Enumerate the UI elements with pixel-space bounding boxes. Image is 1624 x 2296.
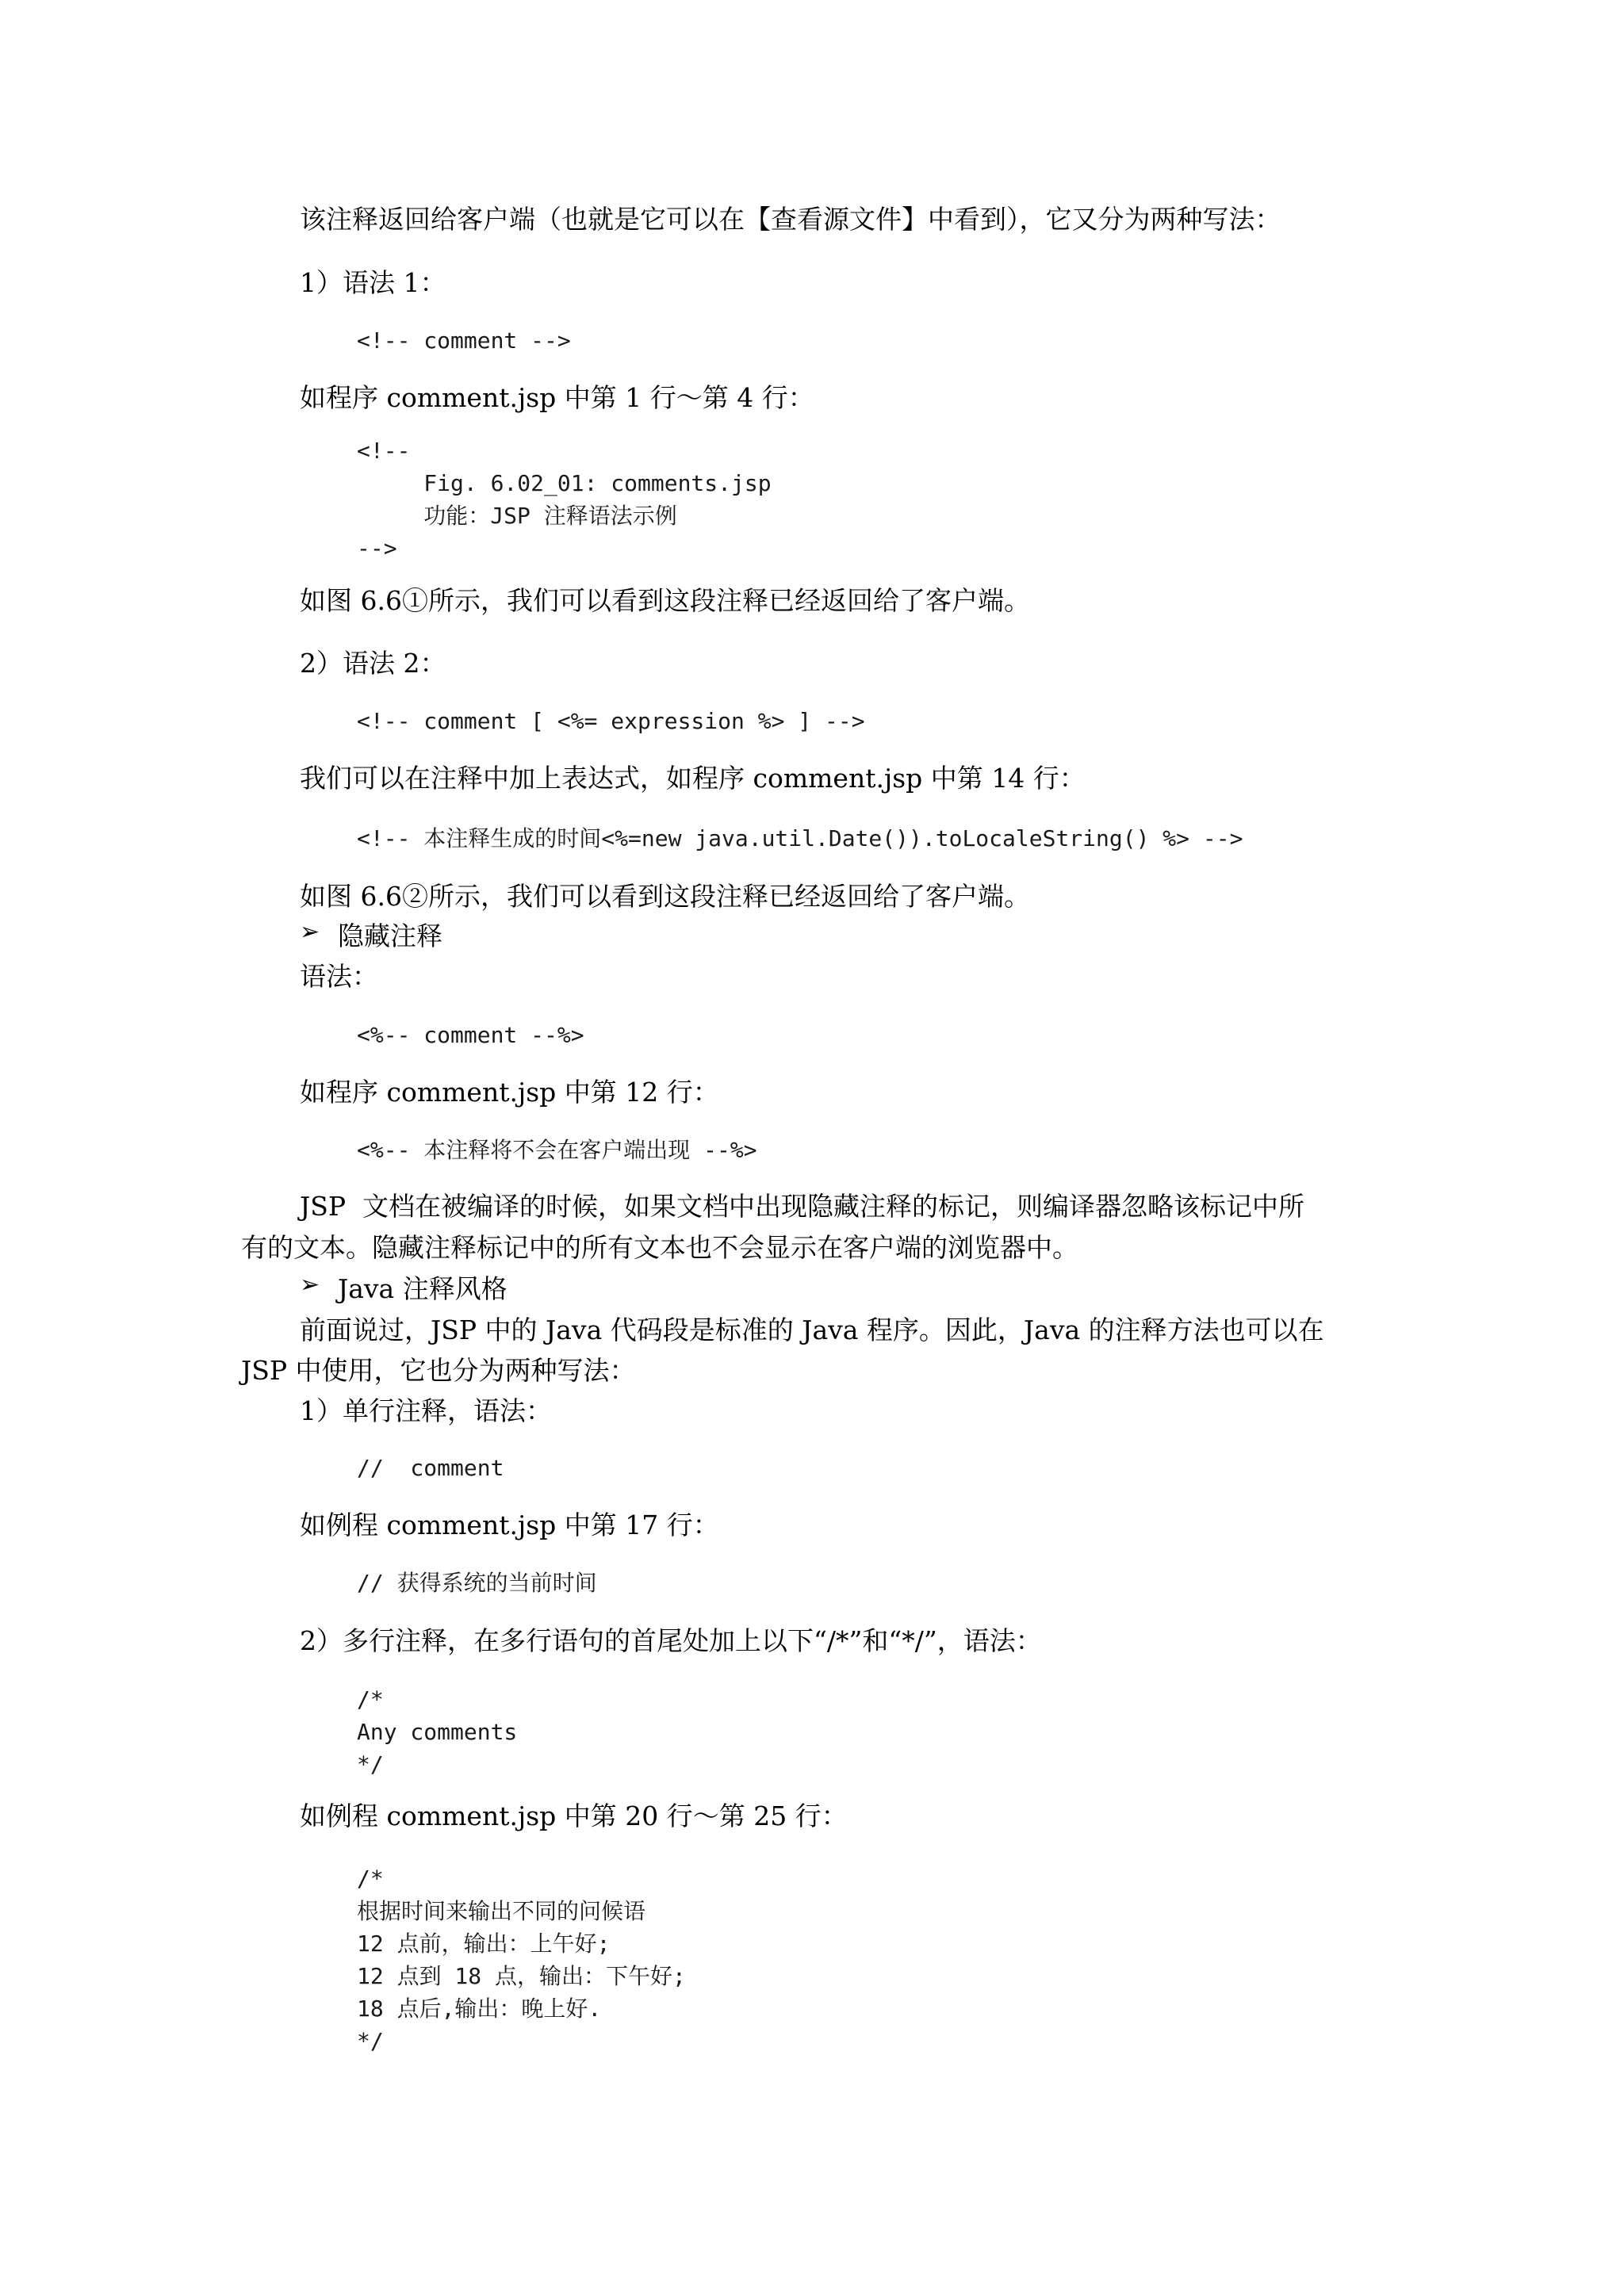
ref-lines-20-25: 如例程 comment.jsp 中第 20 行～第 25 行： bbox=[300, 1800, 848, 1831]
paragraph-jsp-line2: 有的文本。隐藏注释标记中的所有文本也不会显示在客户端的浏览器中。 bbox=[241, 1232, 1078, 1263]
fig-note-1: 如图 6.6①所示，我们可以看到这段注释已经返回给了客户端。 bbox=[300, 585, 1030, 616]
syntax2-label: 2）语法 2： bbox=[300, 648, 446, 679]
ref-line-12: 如程序 comment.jsp 中第 12 行： bbox=[300, 1077, 719, 1108]
code-block1-line: 功能：JSP 注释语法示例 bbox=[357, 503, 677, 529]
code-block1-line: --> bbox=[357, 535, 397, 561]
code-block2-line: /* bbox=[357, 1866, 384, 1892]
syntax2-code: <!-- comment [ <%= expression %> ] --> bbox=[357, 708, 865, 734]
bullet-hidden-comment: 隐藏注释 bbox=[338, 920, 442, 951]
syntax-label: 语法： bbox=[300, 961, 378, 992]
syntax1-code: <!-- comment --> bbox=[357, 327, 571, 354]
multi-code-line: Any comments bbox=[357, 1719, 518, 1745]
single-line-label: 1）单行注释，语法： bbox=[300, 1395, 552, 1426]
code-block2-line: 12 点到 18 点，输出：下午好; bbox=[357, 1963, 686, 1989]
intro-paragraph: 该注释返回给客户端（也就是它可以在【查看源文件】中看到），它又分为两种写法： bbox=[300, 204, 1281, 235]
ref-lines-1-4: 如程序 comment.jsp 中第 1 行～第 4 行： bbox=[300, 382, 814, 413]
ref-line-17: 如例程 comment.jsp 中第 17 行： bbox=[300, 1510, 719, 1540]
bullet-java-style: Java 注释风格 bbox=[338, 1273, 508, 1304]
code-block2-line: 根据时间来输出不同的问候语 bbox=[357, 1898, 646, 1924]
arrow-bullet-icon: ➢ bbox=[300, 1271, 320, 1299]
paragraph-jsp-line1: JSP 文档在被编译的时候，如果文档中出现隐藏注释的标记，则编译器忽略该标记中所 bbox=[300, 1191, 1305, 1222]
arrow-bullet-icon: ➢ bbox=[300, 918, 320, 946]
code-block2-line: */ bbox=[357, 2028, 384, 2054]
hidden-comment-code: <%-- comment --%> bbox=[357, 1022, 584, 1048]
line12-code: <%-- 本注释将不会在客户端出现 --%> bbox=[357, 1137, 757, 1163]
code-block2-line: 12 点前，输出：上午好; bbox=[357, 1931, 611, 1957]
single-line-code: // comment bbox=[357, 1455, 504, 1481]
multi-code-line: /* bbox=[357, 1686, 384, 1712]
multi-code-line: */ bbox=[357, 1751, 384, 1777]
syntax1-label: 1）语法 1： bbox=[300, 267, 446, 298]
expression-note: 我们可以在注释中加上表达式，如程序 comment.jsp 中第 14 行： bbox=[300, 763, 1086, 794]
code-block2-line: 18 点后,输出：晚上好. bbox=[357, 1996, 602, 2022]
paragraph-java-line1: 前面说过，JSP 中的 Java 代码段是标准的 Java 程序。因此，Java 的注释方法也可以在 bbox=[300, 1314, 1324, 1345]
paragraph-java-line2: JSP 中使用，它也分为两种写法： bbox=[241, 1355, 636, 1386]
code-block1-line: Fig. 6.02_01: comments.jsp bbox=[357, 470, 772, 496]
multi-line-label: 2）多行注释，在多行语句的首尾处加上以下“/*”和“*/”，语法： bbox=[300, 1625, 1042, 1656]
line14-code: <!-- 本注释生成的时间<%=new java.util.Date()).toLocaleString() %> --> bbox=[357, 825, 1243, 851]
fig-note-2: 如图 6.6②所示，我们可以看到这段注释已经返回给了客户端。 bbox=[300, 881, 1030, 912]
line17-code: // 获得系统的当前时间 bbox=[357, 1570, 597, 1596]
code-block1-line: <!-- bbox=[357, 438, 411, 464]
